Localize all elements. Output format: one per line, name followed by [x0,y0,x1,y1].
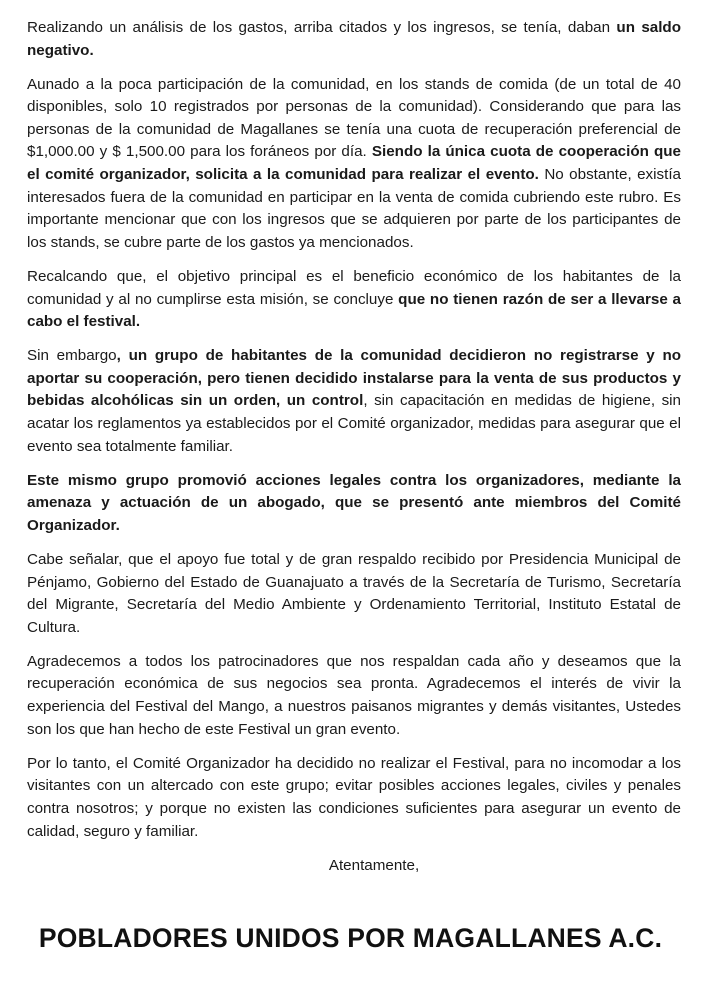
closing-salutation: Atentamente, [328,856,420,874]
paragraph-objetivo: Recalcando que, el objetivo principal es el beneficio económico de los habitantes de la comunidad y al no cumplirse esta misión, se concluye que no tienen razón de ser a llevarse a cabo el festival. [27,267,681,331]
paragraph-apoyo: Cabe señalar, que el apoyo fue total y de gran respaldo recibido por Presidencia Municipal de Pénjamo, Gobierno del Estado de Guanajuato a través de la Secretaría de Turismo, Secretaría del Migrante, Secretaría del Medio Ambiente y Ordenamiento Territorial, Instituto Estatal de Cultura. [27,550,681,636]
letter-body [27,17,681,877]
paragraph-stands: Aunado a la poca participación de la comunidad, en los stands de comida (de un total de 40 disponibles, solo 10 registrados por personas de la comunidad). Considerando que para las personas de la comunidad de Magallanes se tenía una cuota de recuperación preferencial de $1,000.00 y $ 1,500.00 para los foráneos por día. Siendo la única cuota de cooperación que el comité organizador, solicita a la comunidad para realizar el evento. No obstante, existía interesados fuera de la comunidad en participar en la venta de comida cubriendo este rubro. Es importante mencionar que con los ingresos que se adquieren por parte de los participantes de los stands, se cubre parte de los gastos ya mencionados. [27,75,682,251]
paragraph-grupo-habitantes: Sin embargo, un grupo de habitantes de la comunidad decidieron no registrarse y no aportar su cooperación, pero tienen decidido instalarse para la venta de sus productos y bebidas alcohólicas sin un orden, un control, sin capacitación en medidas de higiene, sin acatar los reglamentos ya establecidos por el Comité organizador, medidas para asegurar que el evento sea totalmente familiar. [27,347,681,455]
paragraph-conclusion: Por lo tanto, el Comité Organizador ha decidido no realizar el Festival, para no incomodar a los visitantes con un altercado con este grupo; evitar posibles acciones legales, civiles y penales contra nosotros; y porque no existen las condiciones suficientes para asegurar un evento de calidad, seguro y familiar. [27,754,681,840]
paragraph-saldo-negativo: Realizando un análisis de los gastos, arriba citados y los ingresos, se tenía, daban un saldo negativo. [27,19,681,59]
paragraph-acciones-legales: Este mismo grupo promovió acciones legales contra los organizadores, mediante la amenaza y actuación de un abogado, que se presentó ante miembros del Comité Organizador. [27,471,681,534]
signature-organization: POBLADORES UNIDOS POR MAGALLANES A.C. [38,923,663,953]
paragraph-agradecimientos: Agradecemos a todos los patrocinadores que nos respaldan cada año y deseamos que la recuperación económica de sus negocios sea pronta. Agradecemos el interés de vivir la experiencia del Festival del Mango, a nuestros paisanos migrantes y demás visitantes, Ustedes son los que han hecho de este Festival un gran evento. [27,652,681,738]
